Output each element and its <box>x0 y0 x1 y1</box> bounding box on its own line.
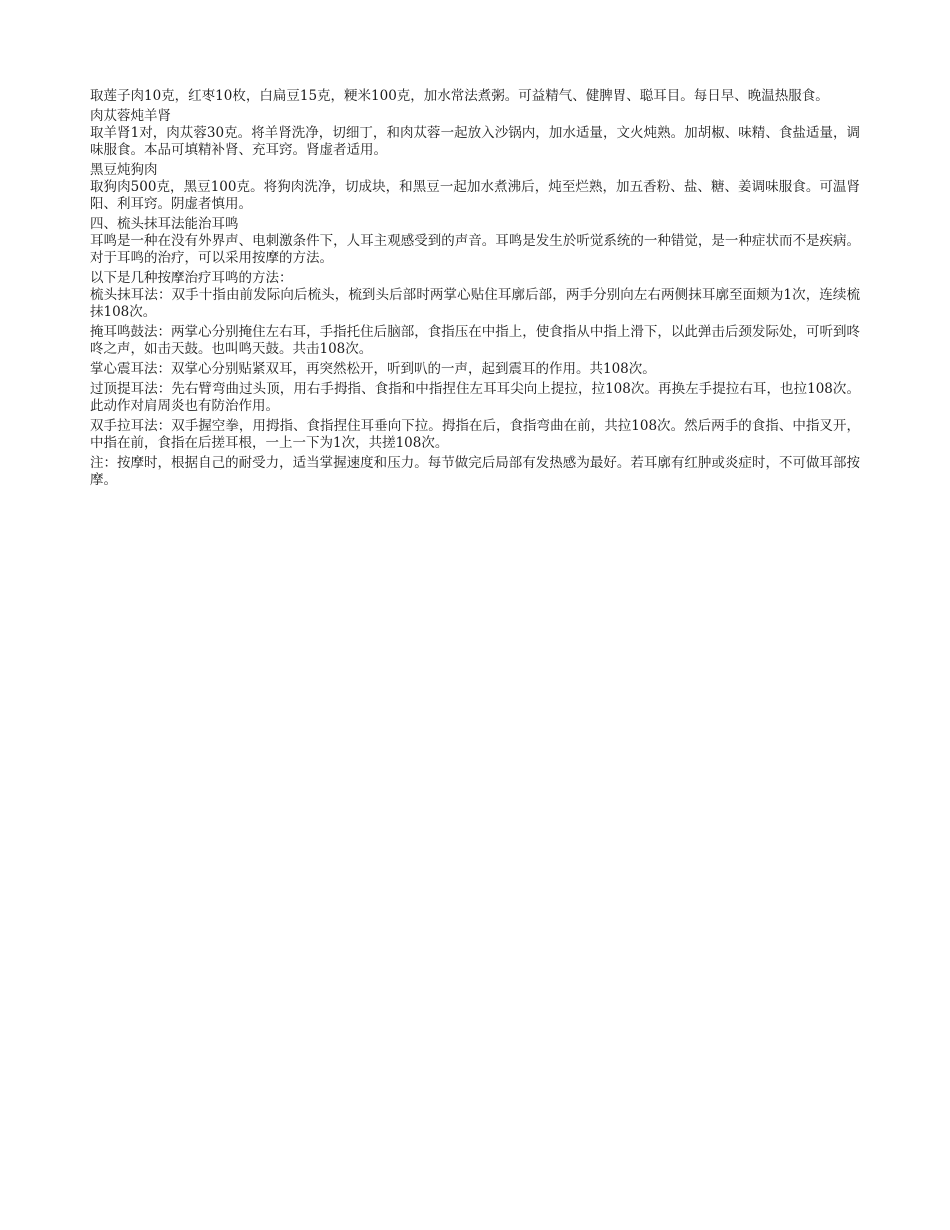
heading-black-bean-dog-meat: 黑豆炖狗肉 <box>90 162 158 178</box>
paragraph-tinnitus-intro: 耳鸣是一种在没有外界声、电刺激条件下，人耳主观感受到的声音。耳鸣是发生於听觉系统的一种错觉，是一种症状而不是疾病。对于耳鸣的治疗，可以采用按摩的方法。 <box>90 233 860 266</box>
paragraph-method-comb-ear: 梳头抹耳法：双手十指由前发际向后梳头，梳到头后部时两掌心贴住耳廓后部，两手分别向左右两侧抹耳廓至面颊为1次，连续梳抹108次。 <box>90 287 860 320</box>
paragraph-method-drum: 掩耳鸣鼓法：两掌心分别掩住左右耳，手指托住后脑部，食指压在中指上，使食指从中指上滑下，以此弹击后颈发际处，可听到咚咚之声，如击天鼓。也叫鸣天鼓。共击108次。 <box>90 324 860 357</box>
heading-cistanche-kidney: 肉苁蓉炖羊肾 <box>90 108 171 124</box>
heading-massage-methods: 以下是几种按摩治疗耳鸣的方法： <box>90 270 293 286</box>
paragraph-note: 注：按摩时，根据自己的耐受力，适当掌握速度和压力。每节做完后局部有发热感为最好。若耳廓有红肿或炎症时，不可做耳部按摩。 <box>90 455 860 488</box>
paragraph-black-bean-dog-meat: 取狗肉500克，黑豆100克。将狗肉洗净，切成块，和黑豆一起加水煮沸后，炖至烂熟，加五香粉、盐、糖、姜调味服食。可温肾阳、利耳窍。阴虚者慎用。 <box>90 179 860 212</box>
paragraph-method-overhead-pull: 过顶提耳法：先右臂弯曲过头顶，用右手拇指、食指和中指捏住左耳耳尖向上提拉，拉108次。再换左手提拉右耳，也拉108次。此动作对肩周炎也有防治作用。 <box>90 381 860 414</box>
heading-section-four: 四、梳头抹耳法能治耳鸣 <box>90 216 239 232</box>
paragraph-lotus-porridge: 取莲子肉10克，红枣10枚，白扁豆15克，粳米100克，加水常法煮粥。可益精气、健脾胃、聪耳目。每日早、晚温热服食。 <box>90 88 829 104</box>
paragraph-method-double-pull: 双手拉耳法：双手握空拳，用拇指、食指捏住耳垂向下拉。拇指在后，食指弯曲在前，共拉108次。然后两手的食指、中指叉开，中指在前，食指在后搓耳根，一上一下为1次，共搓108次。 <box>90 418 860 451</box>
paragraph-cistanche-kidney: 取羊肾1对，肉苁蓉30克。将羊肾洗净，切细丁，和肉苁蓉一起放入沙锅内，加水适量，文火炖熟。加胡椒、味精、食盐适量，调味服食。本品可填精补肾、充耳窍。肾虚者适用。 <box>90 125 860 158</box>
document-body <box>90 88 860 492</box>
paragraph-method-palm-shock: 掌心震耳法：双掌心分别贴紧双耳，再突然松开，听到叭的一声，起到震耳的作用。共108次。 <box>90 361 656 377</box>
